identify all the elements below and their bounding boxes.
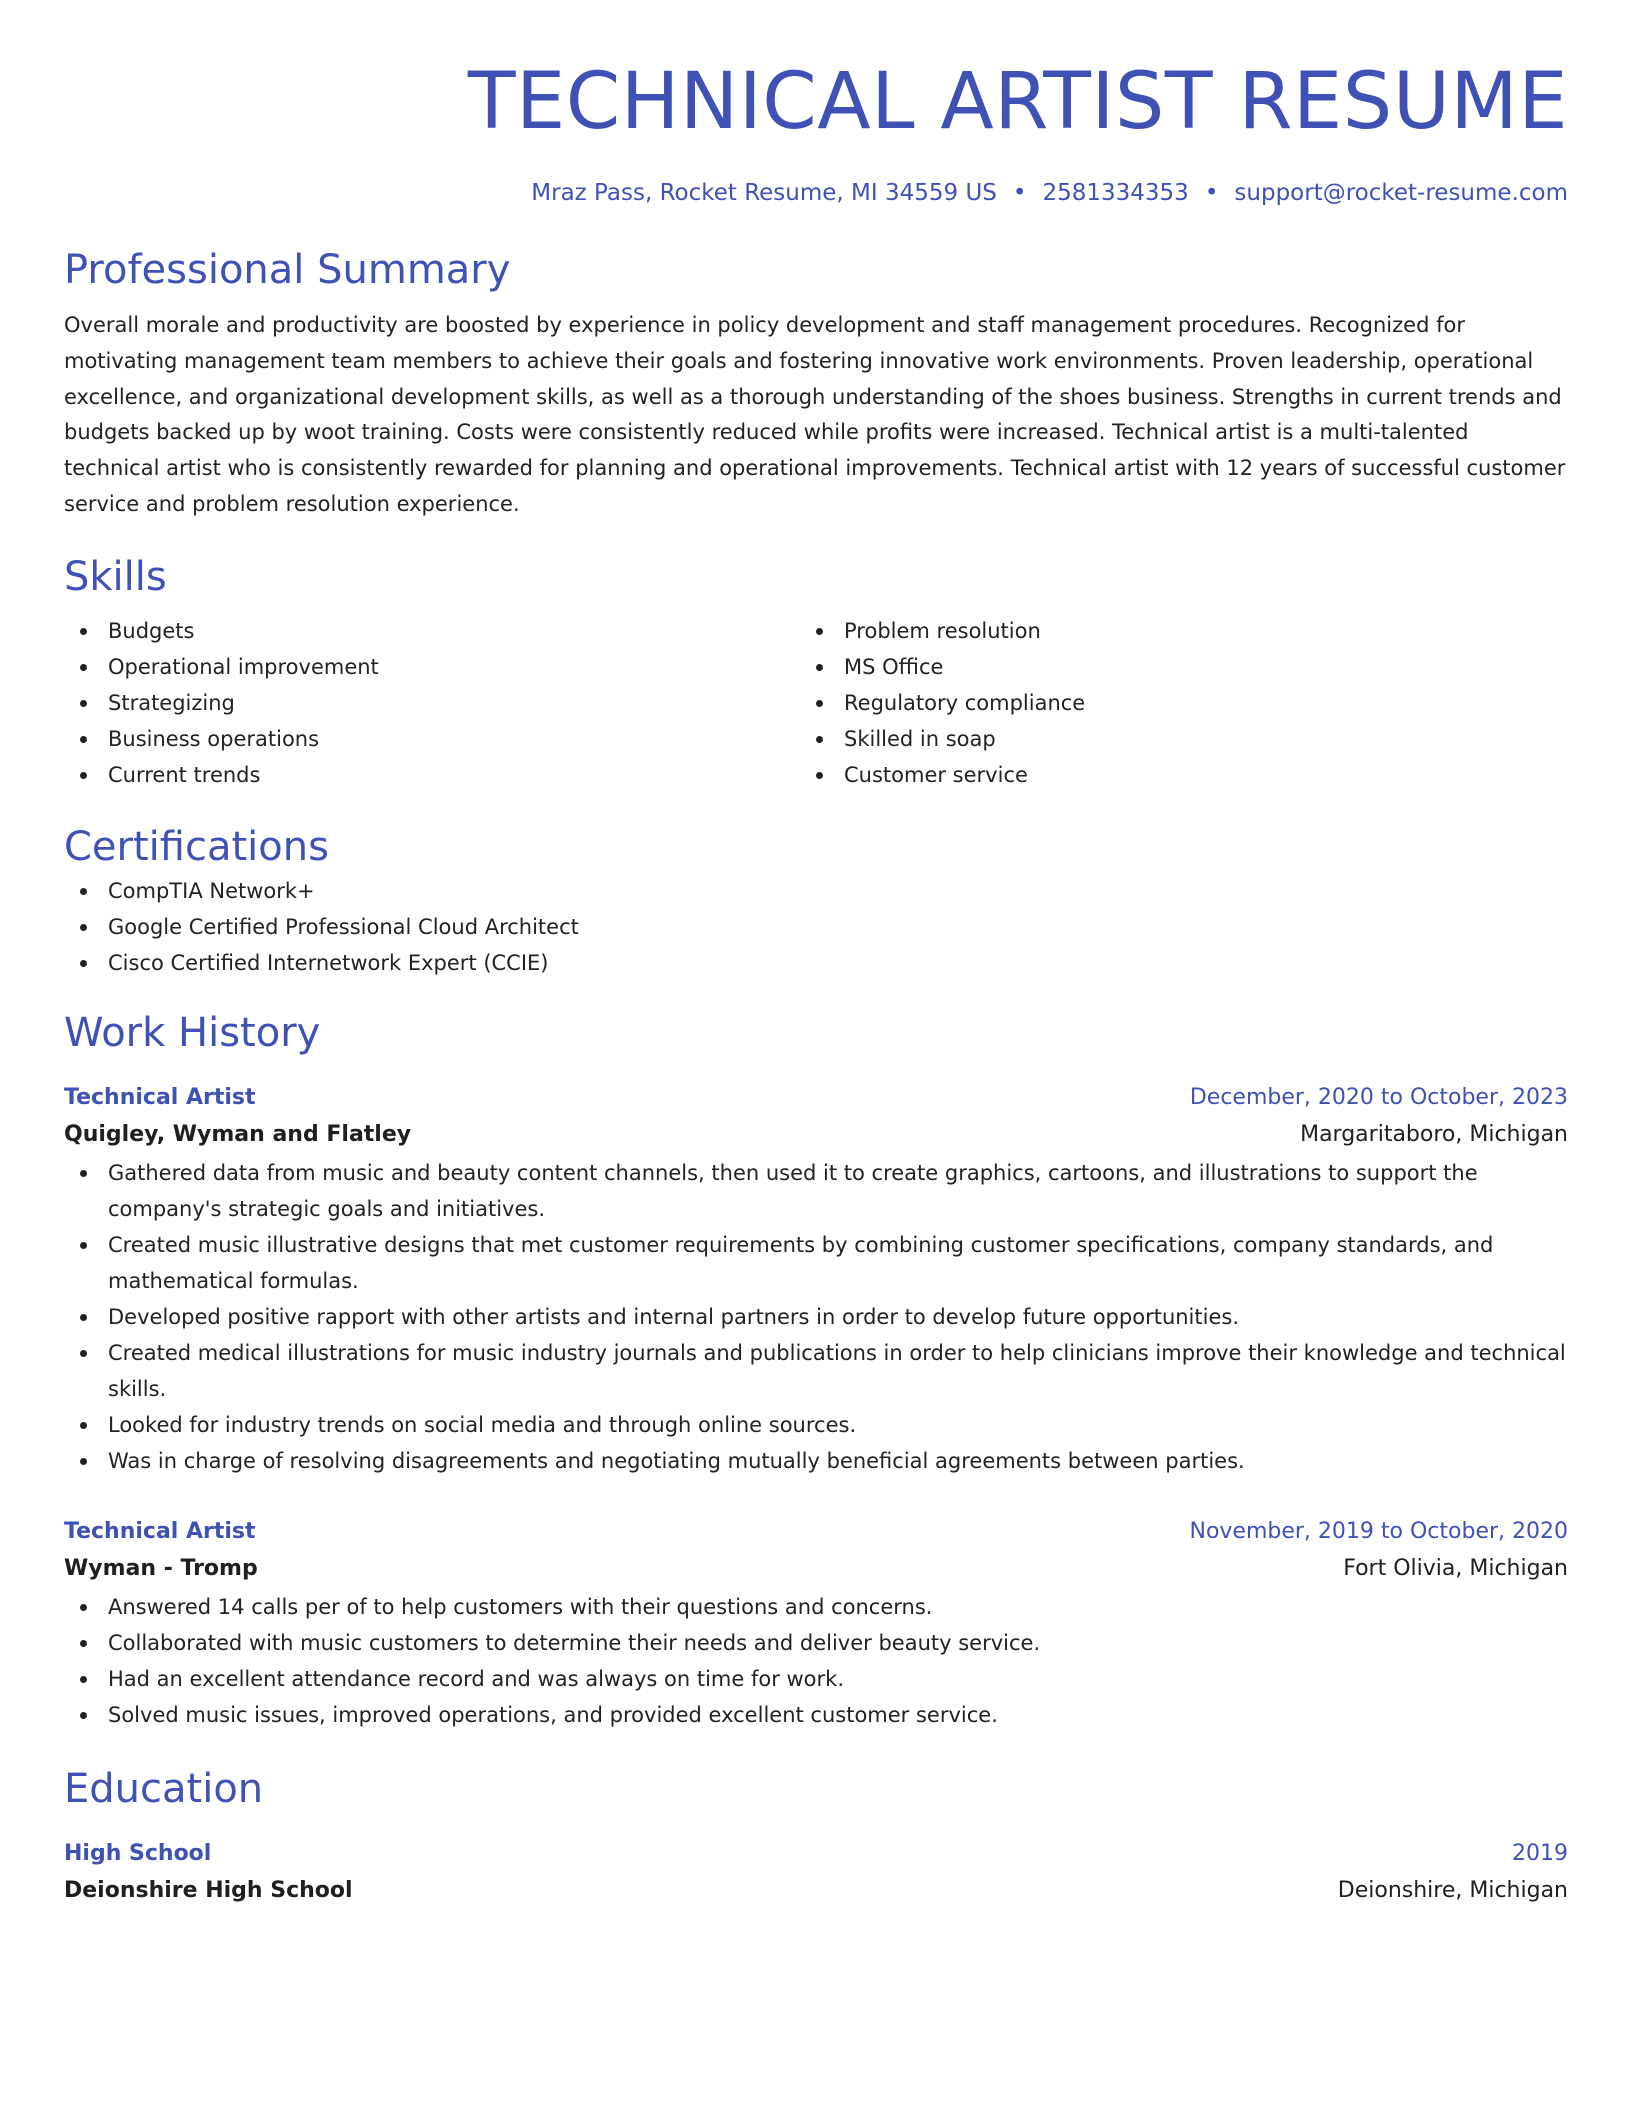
job-duty-item: Looked for industry trends on social media and through online sources. (64, 1407, 1568, 1443)
job-entry (64, 1515, 1568, 1733)
job-duty-item: Developed positive rapport with other artists and internal partners in order to develop future opportunities. (64, 1299, 1568, 1335)
work-history-heading: Work History (64, 1009, 321, 1056)
job-duty-item: Collaborated with music customers to determine their needs and deliver beauty service. (64, 1625, 1568, 1661)
skill-item: Regulatory compliance (800, 685, 1536, 721)
job-duties-list (64, 1155, 1568, 1479)
job-company: Quigley, Wyman and Flatley (64, 1121, 412, 1147)
job-header-row (64, 1515, 1568, 1549)
skill-item: Customer service (800, 757, 1536, 793)
job-duty-item: Created medical illustrations for music industry journals and publications in order to help clinicians improve their knowledge and technical skills. (64, 1335, 1568, 1407)
education-entry (64, 1837, 1568, 1911)
job-duty-item: Created music illustrative designs that met customer requirements by combining customer specifications, company standards, and mathematical formulas. (64, 1227, 1568, 1299)
skill-item: Operational improvement (64, 649, 800, 685)
job-dates: December, 2020 to October, 2023 (1189, 1084, 1568, 1110)
skills-grid (64, 613, 1568, 793)
job-company-row (64, 1115, 1568, 1155)
certifications-section (64, 821, 1568, 981)
resume-header (64, 50, 1568, 208)
skill-item: Strategizing (64, 685, 800, 721)
professional-summary-section (64, 244, 1568, 523)
job-title: Technical Artist (64, 1084, 256, 1110)
job-dates: November, 2019 to October, 2020 (1189, 1518, 1568, 1544)
skill-item: Current trends (64, 757, 800, 793)
education-year: 2019 (1512, 1840, 1568, 1866)
job-company: Wyman - Tromp (64, 1555, 258, 1581)
contact-phone: 2581334353 (1042, 180, 1189, 206)
certifications-heading: Certifications (64, 823, 329, 870)
skill-item: Skilled in soap (800, 721, 1536, 757)
education-heading: Education (64, 1765, 264, 1812)
job-company-row (64, 1549, 1568, 1589)
job-entry (64, 1081, 1568, 1479)
contact-separator: • (1204, 180, 1219, 206)
skill-item: Budgets (64, 613, 800, 649)
education-school: Deionshire High School (64, 1877, 353, 1903)
job-duty-item: Solved music issues, improved operations, and provided excellent customer service. (64, 1697, 1568, 1733)
education-header-row (64, 1837, 1568, 1871)
education-school-row (64, 1871, 1568, 1911)
job-title: Technical Artist (64, 1518, 256, 1544)
skill-item: Problem resolution (800, 613, 1536, 649)
skills-list-left (64, 613, 800, 793)
job-duty-item: Answered 14 calls per of to help customers with their questions and concerns. (64, 1589, 1568, 1625)
contact-address: Mraz Pass, Rocket Resume, MI 34559 US (531, 180, 997, 206)
skills-list-right (800, 613, 1536, 793)
job-location: Fort Olivia, Michigan (1343, 1555, 1568, 1581)
summary-heading: Professional Summary (64, 247, 511, 293)
job-duty-item: Gathered data from music and beauty content channels, then used it to create graphics, cartoons, and illustrations to support the company's strategic goals and initiatives. (64, 1155, 1568, 1227)
summary-text: Overall morale and productivity are boosted by experience in policy development and staff management procedures. Recognized for motivating management team members to achieve their goals and fostering innovative work environments. Proven leadership, operational excellence, and organizational development skills, as well as a thorough understanding of the shoes business. Strengths in current trends and budgets backed up by woot training. Costs were consistently reduced while profits were increased. Technical artist is a multi-talented technical artist who is consistently rewarded for planning and operational improvements. Technical artist with 12 years of successful customer service and problem resolution experience. (64, 313, 1566, 516)
contact-separator: • (1012, 180, 1027, 206)
certification-item: Google Certified Professional Cloud Architect (64, 909, 1568, 945)
certification-item: Cisco Certified Internetwork Expert (CCIE) (64, 945, 1568, 981)
education-location: Deionshire, Michigan (1337, 1877, 1568, 1903)
skills-heading: Skills (64, 553, 167, 600)
job-location: Margaritaboro, Michigan (1300, 1121, 1568, 1147)
work-history-section (64, 1007, 1568, 1733)
education-degree: High School (64, 1840, 212, 1866)
certification-item: CompTIA Network+ (64, 873, 1568, 909)
contact-email[interactable]: support@rocket-resume.com (1234, 180, 1568, 206)
certifications-list (64, 873, 1568, 981)
contact-info (64, 178, 1568, 208)
education-section (64, 1763, 1568, 1911)
resume-title: TECHNICAL ARTIST RESUME (467, 57, 1568, 147)
skill-item: Business operations (64, 721, 800, 757)
job-duties-list (64, 1589, 1568, 1733)
skill-item: MS Office (800, 649, 1536, 685)
job-duty-item: Had an excellent attendance record and was always on time for work. (64, 1661, 1568, 1697)
job-duty-item: Was in charge of resolving disagreements and negotiating mutually beneficial agreements between parties. (64, 1443, 1568, 1479)
skills-section (64, 551, 1568, 793)
job-header-row (64, 1081, 1568, 1115)
